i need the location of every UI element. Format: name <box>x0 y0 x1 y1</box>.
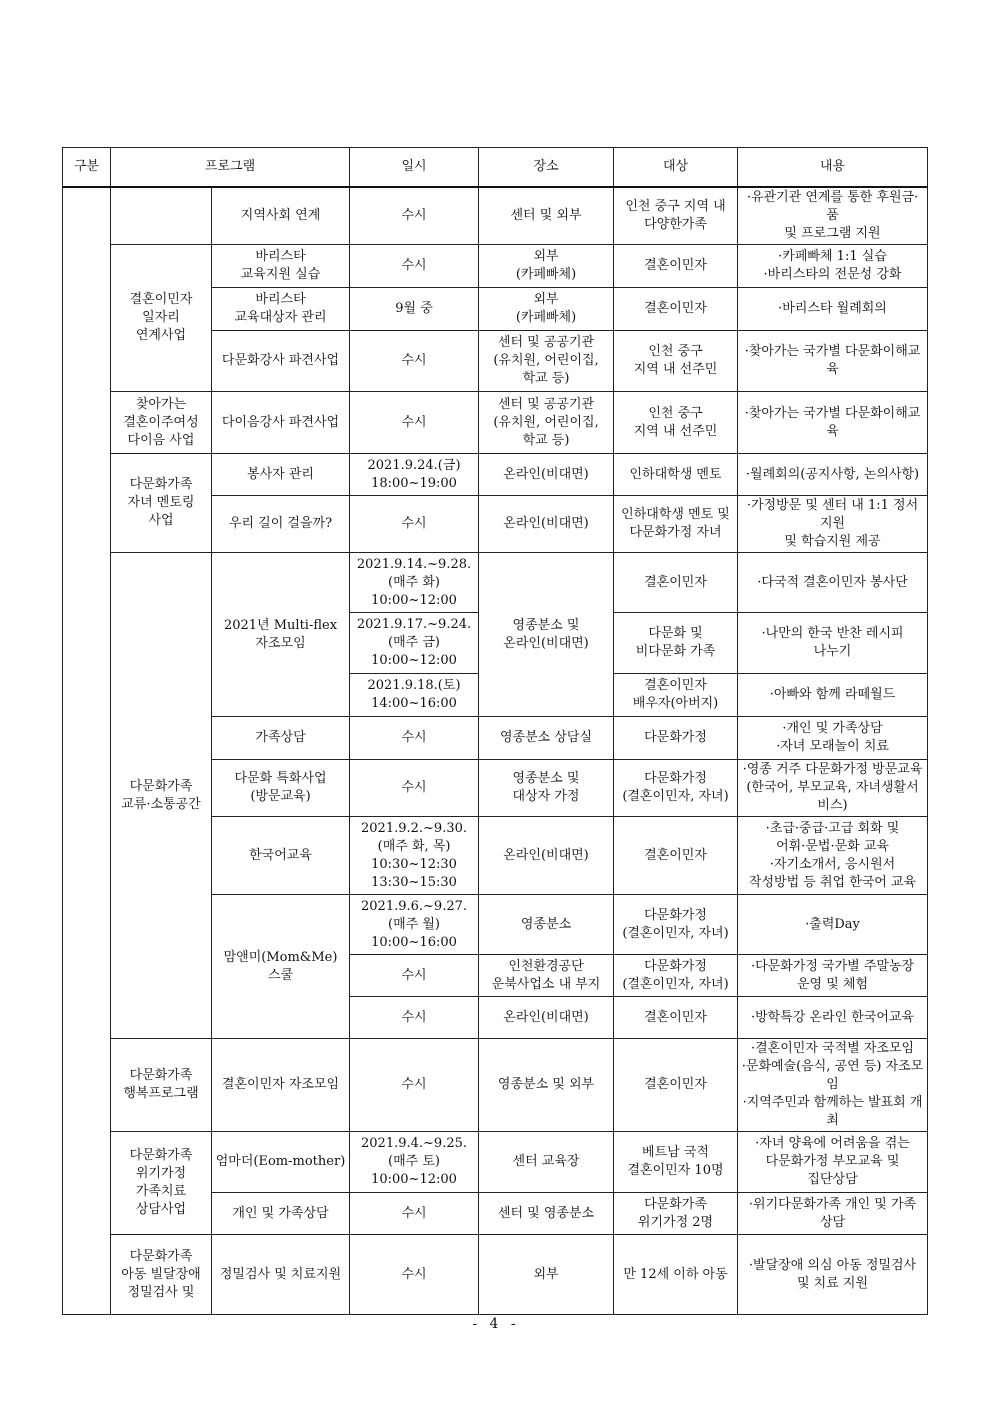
place-cell: 센터 교육장 <box>479 1132 614 1193</box>
program-cell: 우리 길이 걸을까? <box>212 496 350 553</box>
target-cell: 다문화가정 <box>614 717 738 760</box>
date-cell: 수시 <box>350 245 479 288</box>
target-cell: 결혼이민자 <box>614 997 738 1039</box>
target-cell: 다문화가정 (결혼이민자, 자녀) <box>614 760 738 817</box>
category-cell <box>111 187 212 245</box>
date-cell: 수시 <box>350 187 479 245</box>
content-cell: ·카페빠체 1:1 실습 ·바리스타의 전문성 강화 <box>738 245 928 288</box>
date-cell: 수시 <box>350 1039 479 1132</box>
header-target: 대상 <box>614 148 738 188</box>
table-row <box>63 392 928 454</box>
date-cell: 수시 <box>350 1193 479 1235</box>
content-cell: ·찾아가는 국가별 다문화이해교육 <box>738 392 928 454</box>
date-cell: 2021.9.24.(금) 18:00~19:00 <box>350 454 479 496</box>
place-cell: 온라인(비대면) <box>479 496 614 553</box>
table-row <box>63 187 928 245</box>
target-cell: 다문화가정 (결혼이민자, 자녀) <box>614 955 738 997</box>
date-cell: 2021.9.18.(토) 14:00~16:00 <box>350 674 479 717</box>
date-cell: 수시 <box>350 955 479 997</box>
content-cell: ·영종 거주 다문화가정 방문교육 (한국어, 부모교육, 자녀생활서비스) <box>738 760 928 817</box>
table-row <box>63 553 928 613</box>
date-cell: 수시 <box>350 717 479 760</box>
program-cell: 봉사자 관리 <box>212 454 350 496</box>
page-number: - 4 - <box>472 1316 520 1332</box>
content-cell: ·개인 및 가족상담 ·자녀 모래놀이 치료 <box>738 717 928 760</box>
target-cell: 결혼이민자 <box>614 1039 738 1132</box>
category-cell: 결혼이민자 일자리 연계사업 <box>111 245 212 392</box>
program-cell: 다이음강사 파견사업 <box>212 392 350 454</box>
program-cell: 2021년 Multi-flex 자조모임 <box>212 553 350 717</box>
content-cell: ·아빠와 함께 라떼월드 <box>738 674 928 717</box>
program-cell: 한국어교육 <box>212 817 350 895</box>
target-cell: 인하대학생 멘토 및 다문화가정 자녀 <box>614 496 738 553</box>
category-cell: 찾아가는 결혼이주여성 다이음 사업 <box>111 392 212 454</box>
target-cell: 결혼이민자 <box>614 553 738 613</box>
date-cell: 수시 <box>350 392 479 454</box>
header-row <box>63 148 928 188</box>
date-cell: 2021.9.6.~9.27. (매주 월) 10:00~16:00 <box>350 895 479 955</box>
place-cell: 영종분소 및 온라인(비대면) <box>479 553 614 717</box>
program-cell: 다문화강사 파견사업 <box>212 331 350 392</box>
place-cell: 영종분소 및 외부 <box>479 1039 614 1132</box>
target-cell: 결혼이민자 <box>614 288 738 331</box>
content-cell: ·결혼이민자 국적별 자조모임 ·문화예술(음식, 공연 등) 자조모임 ·지역주민과 함께하는 발표회 개최 <box>738 1039 928 1132</box>
date-cell: 2021.9.2.~9.30. (매주 화, 목) 10:30~12:30 13:30~15:30 <box>350 817 479 895</box>
place-cell: 영종분소 <box>479 895 614 955</box>
target-cell: 인천 중구 지역 내 다양한가족 <box>614 187 738 245</box>
target-cell: 베트남 국적 결혼이민자 10명 <box>614 1132 738 1193</box>
target-cell: 다문화가족 위기가정 2명 <box>614 1193 738 1235</box>
content-cell: ·초급·중급·고급 회화 및 어휘·문법·문화 교육 ·자기소개서, 응시원서 작성방법 등 취업 한국어 교육 <box>738 817 928 895</box>
program-cell: 다문화 특화사업 (방문교육) <box>212 760 350 817</box>
content-cell: ·자녀 양육에 어려움을 겪는 다문화가정 부모교육 및 집단상담 <box>738 1132 928 1193</box>
content-cell: ·나만의 한국 반찬 레시피 나누기 <box>738 613 928 674</box>
place-cell: 온라인(비대면) <box>479 817 614 895</box>
target-cell: 인천 중구 지역 내 선주민 <box>614 392 738 454</box>
date-cell: 수시 <box>350 331 479 392</box>
gubun-cell <box>63 187 111 1315</box>
target-cell: 인천 중구 지역 내 선주민 <box>614 331 738 392</box>
place-cell: 인천환경공단 운북사업소 내 부지 <box>479 955 614 997</box>
place-cell: 온라인(비대면) <box>479 997 614 1039</box>
content-cell: ·발달장애 의심 아동 정밀검사 및 치료 지원 <box>738 1235 928 1315</box>
place-cell: 외부 <box>479 1235 614 1315</box>
content-cell: ·출력Day <box>738 895 928 955</box>
header-program: 프로그램 <box>111 148 350 188</box>
target-cell: 만 12세 이하 아동 <box>614 1235 738 1315</box>
place-cell: 외부 (카페빠체) <box>479 288 614 331</box>
date-cell: 2021.9.14.~9.28. (매주 화) 10:00~12:00 <box>350 553 479 613</box>
program-cell: 바리스타 교육대상자 관리 <box>212 288 350 331</box>
place-cell: 센터 및 영종분소 <box>479 1193 614 1235</box>
program-cell: 가족상담 <box>212 717 350 760</box>
header-date: 일시 <box>350 148 479 188</box>
program-cell: 엄마더(Eom-mother) <box>212 1132 350 1193</box>
target-cell: 다문화 및 비다문화 가족 <box>614 613 738 674</box>
content-cell: ·가정방문 및 센터 내 1:1 정서지원 및 학습지원 제공 <box>738 496 928 553</box>
content-cell: ·방학특강 온라인 한국어교육 <box>738 997 928 1039</box>
table-row <box>63 1235 928 1315</box>
content-cell: ·월례회의(공지사항, 논의사항) <box>738 454 928 496</box>
place-cell: 영종분소 및 대상자 가정 <box>479 760 614 817</box>
place-cell: 센터 및 외부 <box>479 187 614 245</box>
category-cell: 다문화가족 자녀 멘토링 사업 <box>111 454 212 553</box>
header-gubun: 구분 <box>63 148 111 188</box>
table-row <box>63 1039 928 1132</box>
content-cell: ·위기다문화가족 개인 및 가족 상담 <box>738 1193 928 1235</box>
program-cell: 정밀검사 및 치료지원 <box>212 1235 350 1315</box>
content-cell: ·유관기관 연계를 통한 후원금·품 및 프로그램 지원 <box>738 187 928 245</box>
header-place: 장소 <box>479 148 614 188</box>
program-cell: 바리스타 교육지원 실습 <box>212 245 350 288</box>
date-cell: 2021.9.17.~9.24. (매주 금) 10:00~12:00 <box>350 613 479 674</box>
date-cell: 수시 <box>350 997 479 1039</box>
program-cell: 결혼이민자 자조모임 <box>212 1039 350 1132</box>
table-row <box>63 454 928 496</box>
target-cell: 결혼이민자 배우자(아버지) <box>614 674 738 717</box>
category-cell: 다문화가족 아동 빌달장애 정밀검사 및 <box>111 1235 212 1315</box>
program-schedule-table <box>62 147 928 1315</box>
target-cell: 다문화가정 (결혼이민자, 자녀) <box>614 895 738 955</box>
date-cell: 수시 <box>350 1235 479 1315</box>
program-cell: 맘앤미(Mom&Me) 스쿨 <box>212 895 350 1039</box>
table-row <box>63 1132 928 1193</box>
place-cell: 외부 (카페빠체) <box>479 245 614 288</box>
program-cell: 개인 및 가족상담 <box>212 1193 350 1235</box>
place-cell: 온라인(비대면) <box>479 454 614 496</box>
date-cell: 2021.9.4.~9.25. (매주 토) 10:00~12:00 <box>350 1132 479 1193</box>
place-cell: 센터 및 공공기관 (유치원, 어린이집, 학교 등) <box>479 331 614 392</box>
date-cell: 9월 중 <box>350 288 479 331</box>
header-content: 내용 <box>738 148 928 188</box>
program-cell: 지역사회 연계 <box>212 187 350 245</box>
content-cell: ·다문화가정 국가별 주말농장 운영 및 체험 <box>738 955 928 997</box>
place-cell: 센터 및 공공기관 (유치원, 어린이집, 학교 등) <box>479 392 614 454</box>
category-cell: 다문화가족 위기가정 가족치료 상담사업 <box>111 1132 212 1235</box>
target-cell: 인하대학생 멘토 <box>614 454 738 496</box>
category-cell: 다문화가족 교류·소통공간 <box>111 553 212 1039</box>
content-cell: ·바리스타 월례회의 <box>738 288 928 331</box>
date-cell: 수시 <box>350 760 479 817</box>
content-cell: ·찾아가는 국가별 다문화이해교육 <box>738 331 928 392</box>
date-cell: 수시 <box>350 496 479 553</box>
content-cell: ·다국적 결혼이민자 봉사단 <box>738 553 928 613</box>
place-cell: 영종분소 상담실 <box>479 717 614 760</box>
target-cell: 결혼이민자 <box>614 817 738 895</box>
target-cell: 결혼이민자 <box>614 245 738 288</box>
table-row <box>63 245 928 288</box>
category-cell: 다문화가족 행복프로그램 <box>111 1039 212 1132</box>
